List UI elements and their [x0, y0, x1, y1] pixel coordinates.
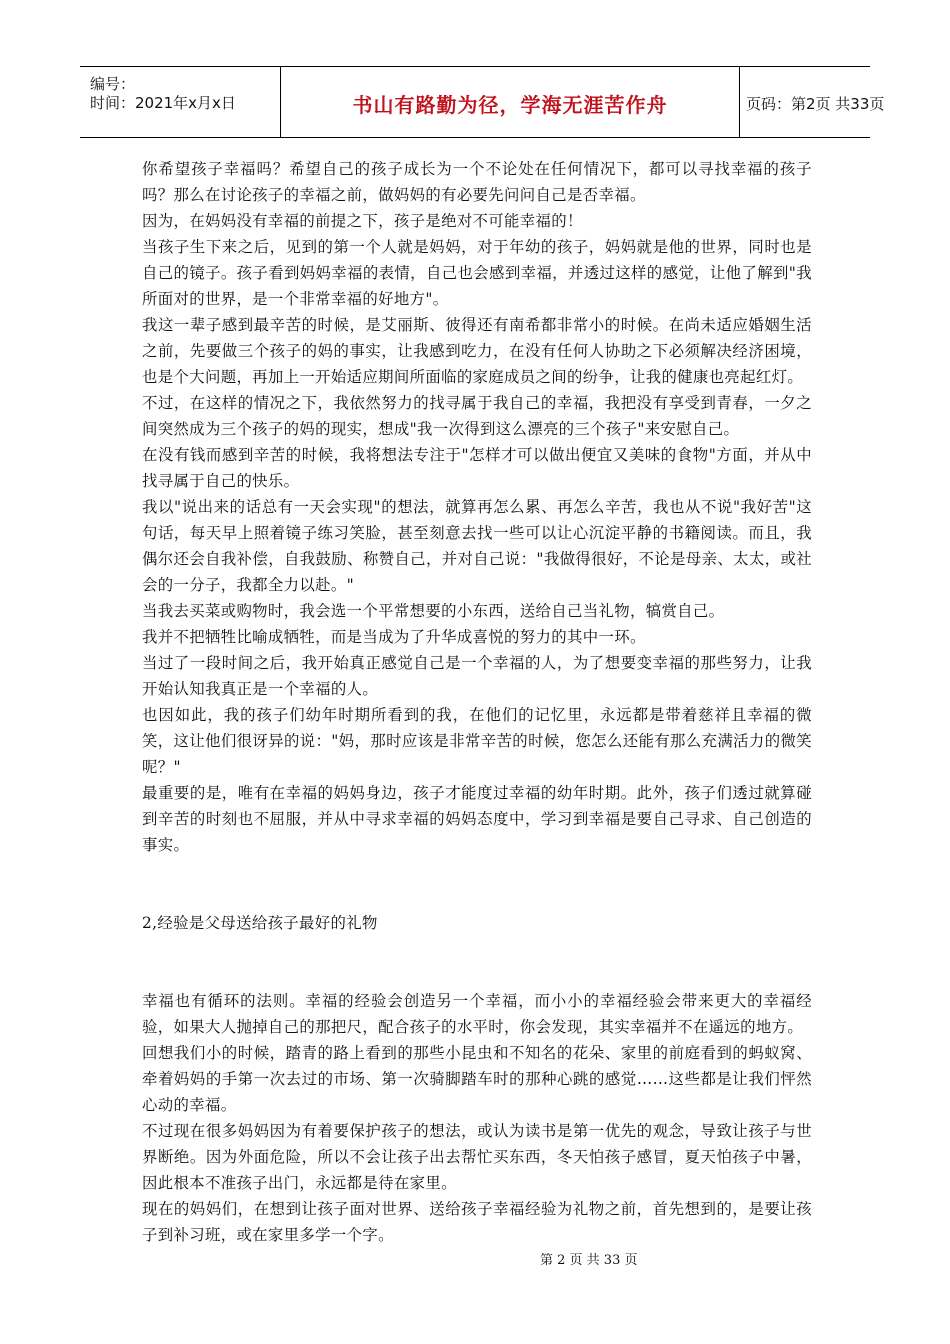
body-paragraph: 不过，在这样的情况之下，我依然努力的找寻属于我自己的幸福，我把没有享受到青春，一夕之间突然成为三个孩子的妈的现实，想成"我一次得到这么漂亮的三个孩子"来安慰自己。: [142, 394, 812, 438]
page-footer: 第 2 页 共 33 页: [540, 1253, 638, 1268]
document-date-label: 时间：2021年x月x日: [90, 94, 236, 112]
section-spacer: [142, 936, 812, 988]
body-paragraph: 也因如此，我的孩子们幼年时期所看到的我，在他们的记忆里，永远都是带着慈祥且幸福的微笑，这让他们很讶异的说："妈，那时应该是非常辛苦的时候，您怎么还能有那么充满活力的微笑呢？": [142, 706, 812, 776]
page-header: [80, 66, 885, 138]
header-page-cell: [738, 67, 885, 137]
body-paragraph: 现在的妈妈们，在想到让孩子面对世界、送给孩子幸福经验为礼物之前，首先想到的，是要让孩子到补习班，或在家里多学一个字。: [142, 1200, 812, 1244]
body-paragraph: 在没有钱而感到辛苦的时候，我将想法专注于"怎样才可以做出便宜又美味的食物"方面，并从中找寻属于自己的快乐。: [142, 446, 812, 490]
body-paragraph: 幸福也有循环的法则。幸福的经验会创造另一个幸福，而小小的幸福经验会带来更大的幸福经验，如果大人抛掉自己的那把尺，配合孩子的水平时，你会发现，其实幸福并不在遥远的地方。: [142, 992, 812, 1036]
body-paragraph: 我以"说出来的话总有一天会实现"的想法，就算再怎么累、再怎么辛苦，我也从不说"我好苦"这句话，每天早上照着镜子练习笑脸，甚至刻意去找一些可以让心沉淀平静的书籍阅读。而且，我偶尔还会自我补偿，自我鼓励、称赞自己，并对自己说："我做得很好，不论是母亲、太太，或社会的一分子，我都全力以赴。": [142, 498, 812, 594]
section-spacer: [142, 858, 812, 910]
document-body: [142, 156, 812, 1248]
body-paragraph: 不过现在很多妈妈因为有着要保护孩子的想法，或认为读书是第一优先的观念，导致让孩子与世界断绝。因为外面危险，所以不会让孩子出去帮忙买东西，冬天怕孩子感冒，夏天怕孩子中暑，因此根本不准孩子出门，永远都是待在家里。: [142, 1122, 812, 1192]
body-paragraph: 你希望孩子幸福吗？希望自己的孩子成长为一个不论处在任何情况下，都可以寻找幸福的孩子吗？那么在讨论孩子的幸福之前，做妈妈的有必要先问问自己是否幸福。: [142, 160, 812, 204]
document-number-label: 编号：: [90, 75, 136, 93]
body-paragraph: 因为，在妈妈没有幸福的前提之下，孩子是绝对不可能幸福的！: [142, 212, 583, 230]
body-paragraph: 我这一辈子感到最辛苦的时候，是艾丽斯、彼得还有南希都非常小的时候。在尚未适应婚姻生活之前，先要做三个孩子的妈的事实，让我感到吃力，在没有任何人协助之下必须解决经济困境，也是个大问题，再加上一开始适应期间所面临的家庭成员之间的纷争，让我的健康也亮起红灯。: [142, 316, 812, 386]
header-motto-cell: [280, 67, 740, 137]
body-paragraph: 当过了一段时间之后，我开始真正感觉自己是一个幸福的人，为了想要变幸福的那些努力，让我开始认知我真正是一个幸福的人。: [142, 654, 812, 698]
body-paragraph: 当孩子生下来之后，见到的第一个人就是妈妈，对于年幼的孩子，妈妈就是他的世界，同时也是自己的镜子。孩子看到妈妈幸福的表情，自己也会感到幸福，并透过这样的感觉，让他了解到"我所面对的世界，是一个非常幸福的好地方"。: [142, 238, 812, 308]
body-paragraph: 我并不把牺牲比喻成牺牲，而是当成为了升华成喜悦的努力的其中一环。: [142, 628, 646, 646]
header-info-cell: [80, 67, 280, 137]
section-title: 2,经验是父母送给孩子最好的礼物: [142, 914, 378, 932]
header-page-code: 页码：第2页 共33页: [746, 95, 885, 113]
body-paragraph: 最重要的是，唯有在幸福的妈妈身边，孩子才能度过幸福的幼年时期。此外，孩子们透过就算碰到辛苦的时刻也不屈服，并从中寻求幸福的妈妈态度中，学习到幸福是要自己寻求、自己创造的事实。: [142, 784, 812, 854]
header-motto: 书山有路勤为径，学海无涯苦作舟: [352, 93, 668, 117]
body-paragraph: 当我去买菜或购物时，我会选一个平常想要的小东西，送给自己当礼物，犒赏自己。: [142, 602, 725, 620]
body-paragraph: 回想我们小的时候，踏青的路上看到的那些小昆虫和不知名的花朵、家里的前庭看到的蚂蚁窝、牵着妈妈的手第一次去过的市场、第一次骑脚踏车时的那种心跳的感觉……这些都是让我们怦然心动的幸福。: [142, 1044, 812, 1114]
